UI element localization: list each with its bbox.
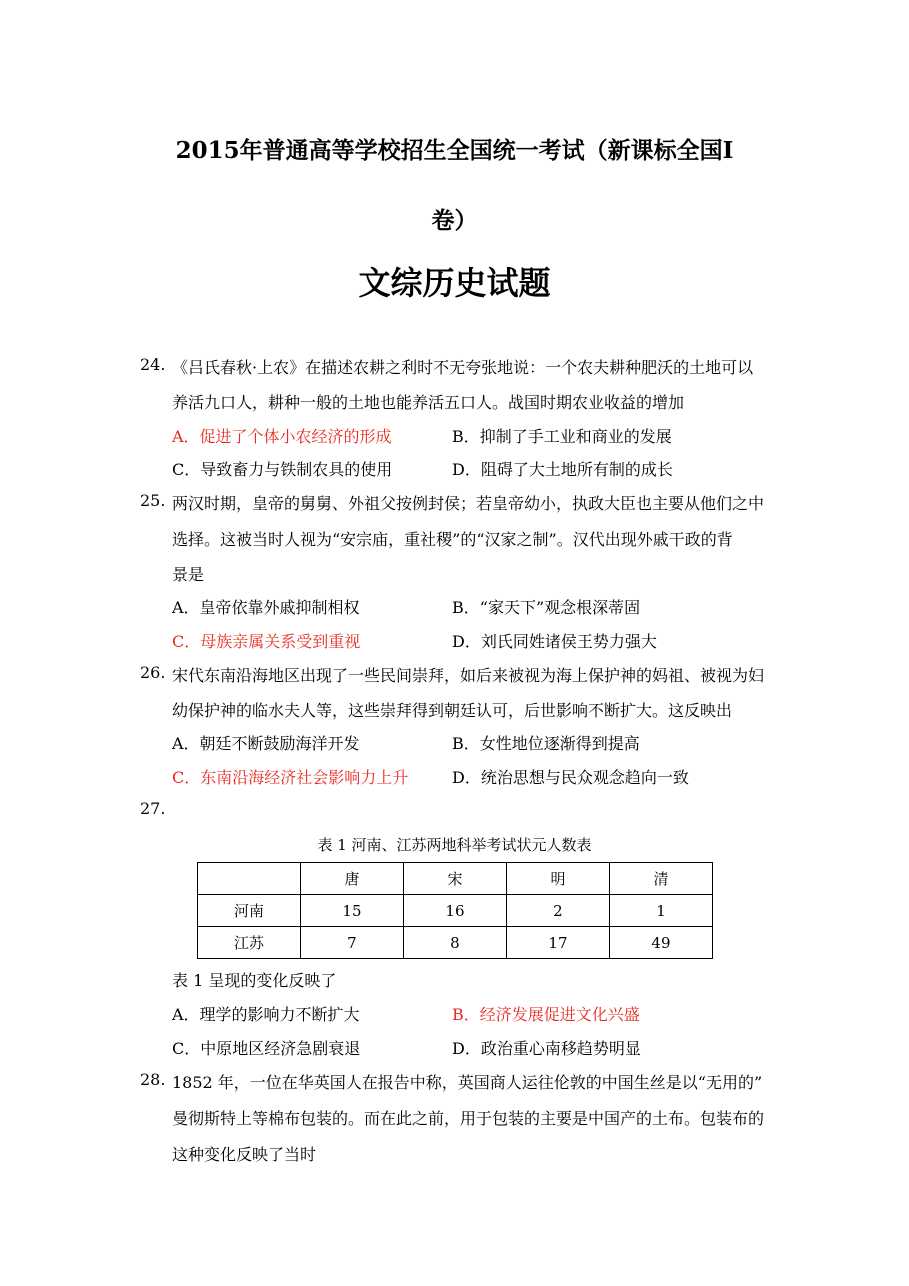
table-cell: 2 xyxy=(506,895,609,927)
table-cell: 1 xyxy=(609,895,712,927)
table-header-cell: 唐 xyxy=(300,863,403,895)
exam-title-line1: 2015年普通高等学校招生全国统一考试（新课标全国Ⅰ xyxy=(175,137,734,164)
table-cell: 7 xyxy=(300,927,403,959)
table-cell: 17 xyxy=(506,927,609,959)
option-a: A．理学的影响力不断扩大 xyxy=(172,1005,360,1024)
question-stem-line: 这种变化反映了当时 xyxy=(172,1145,317,1164)
question-number: 26. xyxy=(140,663,166,682)
question-stem-line: 选择。这被当时人视为“安宗庙，重社稷”的“汉家之制”。汉代出现外戚干政的背 xyxy=(172,530,733,549)
option-c: C．中原地区经济急剧衰退 xyxy=(172,1039,361,1058)
question-stem-line: 1852 年，一位在华英国人在报告中称，英国商人运往伦敦的中国生丝是以“无用的” xyxy=(172,1073,763,1092)
table-header-cell: 清 xyxy=(609,863,712,895)
table-cell: 49 xyxy=(609,927,712,959)
option-a: A．朝廷不断鼓励海洋开发 xyxy=(172,734,360,753)
question-number: 27. xyxy=(140,799,166,818)
option-c: C．导致畜力与铁制农具的使用 xyxy=(172,460,393,479)
question-stem-line: 养活九口人，耕种一般的土地也能养活五口人。战国时期农业收益的增加 xyxy=(172,393,685,412)
option-b-correct: B．经济发展促进文化兴盛 xyxy=(452,1005,640,1024)
question-number: 25. xyxy=(140,491,166,510)
option-d: D．统治思想与民众观念趋向一致 xyxy=(452,768,689,787)
option-b: B．抑制了手工业和商业的发展 xyxy=(452,427,672,446)
scholar-count-table xyxy=(197,862,713,959)
option-b: B．女性地位逐渐得到提高 xyxy=(452,734,640,753)
question-stem-line: 曼彻斯特上等棉布包装的。而在此之前，用于包装的主要是中国产的土布。包装布的 xyxy=(172,1109,765,1128)
table-cell: 15 xyxy=(300,895,403,927)
question-stem-line: 景是 xyxy=(172,565,205,584)
table-header-row xyxy=(198,863,713,895)
option-d: D．阻碍了大土地所有制的成长 xyxy=(452,460,673,479)
table-cell: 河南 xyxy=(198,895,301,927)
question-stem-line: 两汉时期，皇帝的舅舅、外祖父按例封侯；若皇帝幼小，执政大臣也主要从他们之中 xyxy=(172,494,765,513)
table-row xyxy=(198,927,713,959)
exam-title-line2: 卷） xyxy=(431,207,478,234)
question-number: 24. xyxy=(140,355,166,374)
question-stem-line: 宋代东南沿海地区出现了一些民间崇拜，如后来被视为海上保护神的妈祖、被视为妇 xyxy=(172,666,765,685)
question-number: 28. xyxy=(140,1070,166,1089)
table-cell: 江苏 xyxy=(198,927,301,959)
option-b: B．“家天下”观念根深蒂固 xyxy=(452,598,641,617)
question-stem-line: 《吕氏春秋·上农》在描述农耕之利时不无夸张地说：一个农夫耕种肥沃的土地可以 xyxy=(172,358,754,377)
option-c-correct: C．东南沿海经济社会影响力上升 xyxy=(172,768,409,787)
option-a-correct: A．促进了个体小农经济的形成 xyxy=(172,427,392,446)
table-cell: 8 xyxy=(403,927,506,959)
table-header-cell: 宋 xyxy=(403,863,506,895)
option-c-correct: C．母族亲属关系受到重视 xyxy=(172,632,361,651)
table-row xyxy=(198,895,713,927)
option-a: A．皇帝依靠外戚抑制相权 xyxy=(172,598,360,617)
option-d: D．刘氏同姓诸侯王势力强大 xyxy=(452,632,657,651)
table-cell: 16 xyxy=(403,895,506,927)
table-header-cell xyxy=(198,863,301,895)
subject-title: 文综历史试题 xyxy=(358,264,551,302)
question-stem-line: 表 1 呈现的变化反映了 xyxy=(172,971,337,990)
table-header-cell: 明 xyxy=(506,863,609,895)
table-caption: 表 1 河南、江苏两地科举考试状元人数表 xyxy=(317,836,592,854)
question-stem-line: 幼保护神的临水夫人等，这些崇拜得到朝廷认可，后世影响不断扩大。这反映出 xyxy=(172,701,733,720)
option-d: D．政治重心南移趋势明显 xyxy=(452,1039,641,1058)
